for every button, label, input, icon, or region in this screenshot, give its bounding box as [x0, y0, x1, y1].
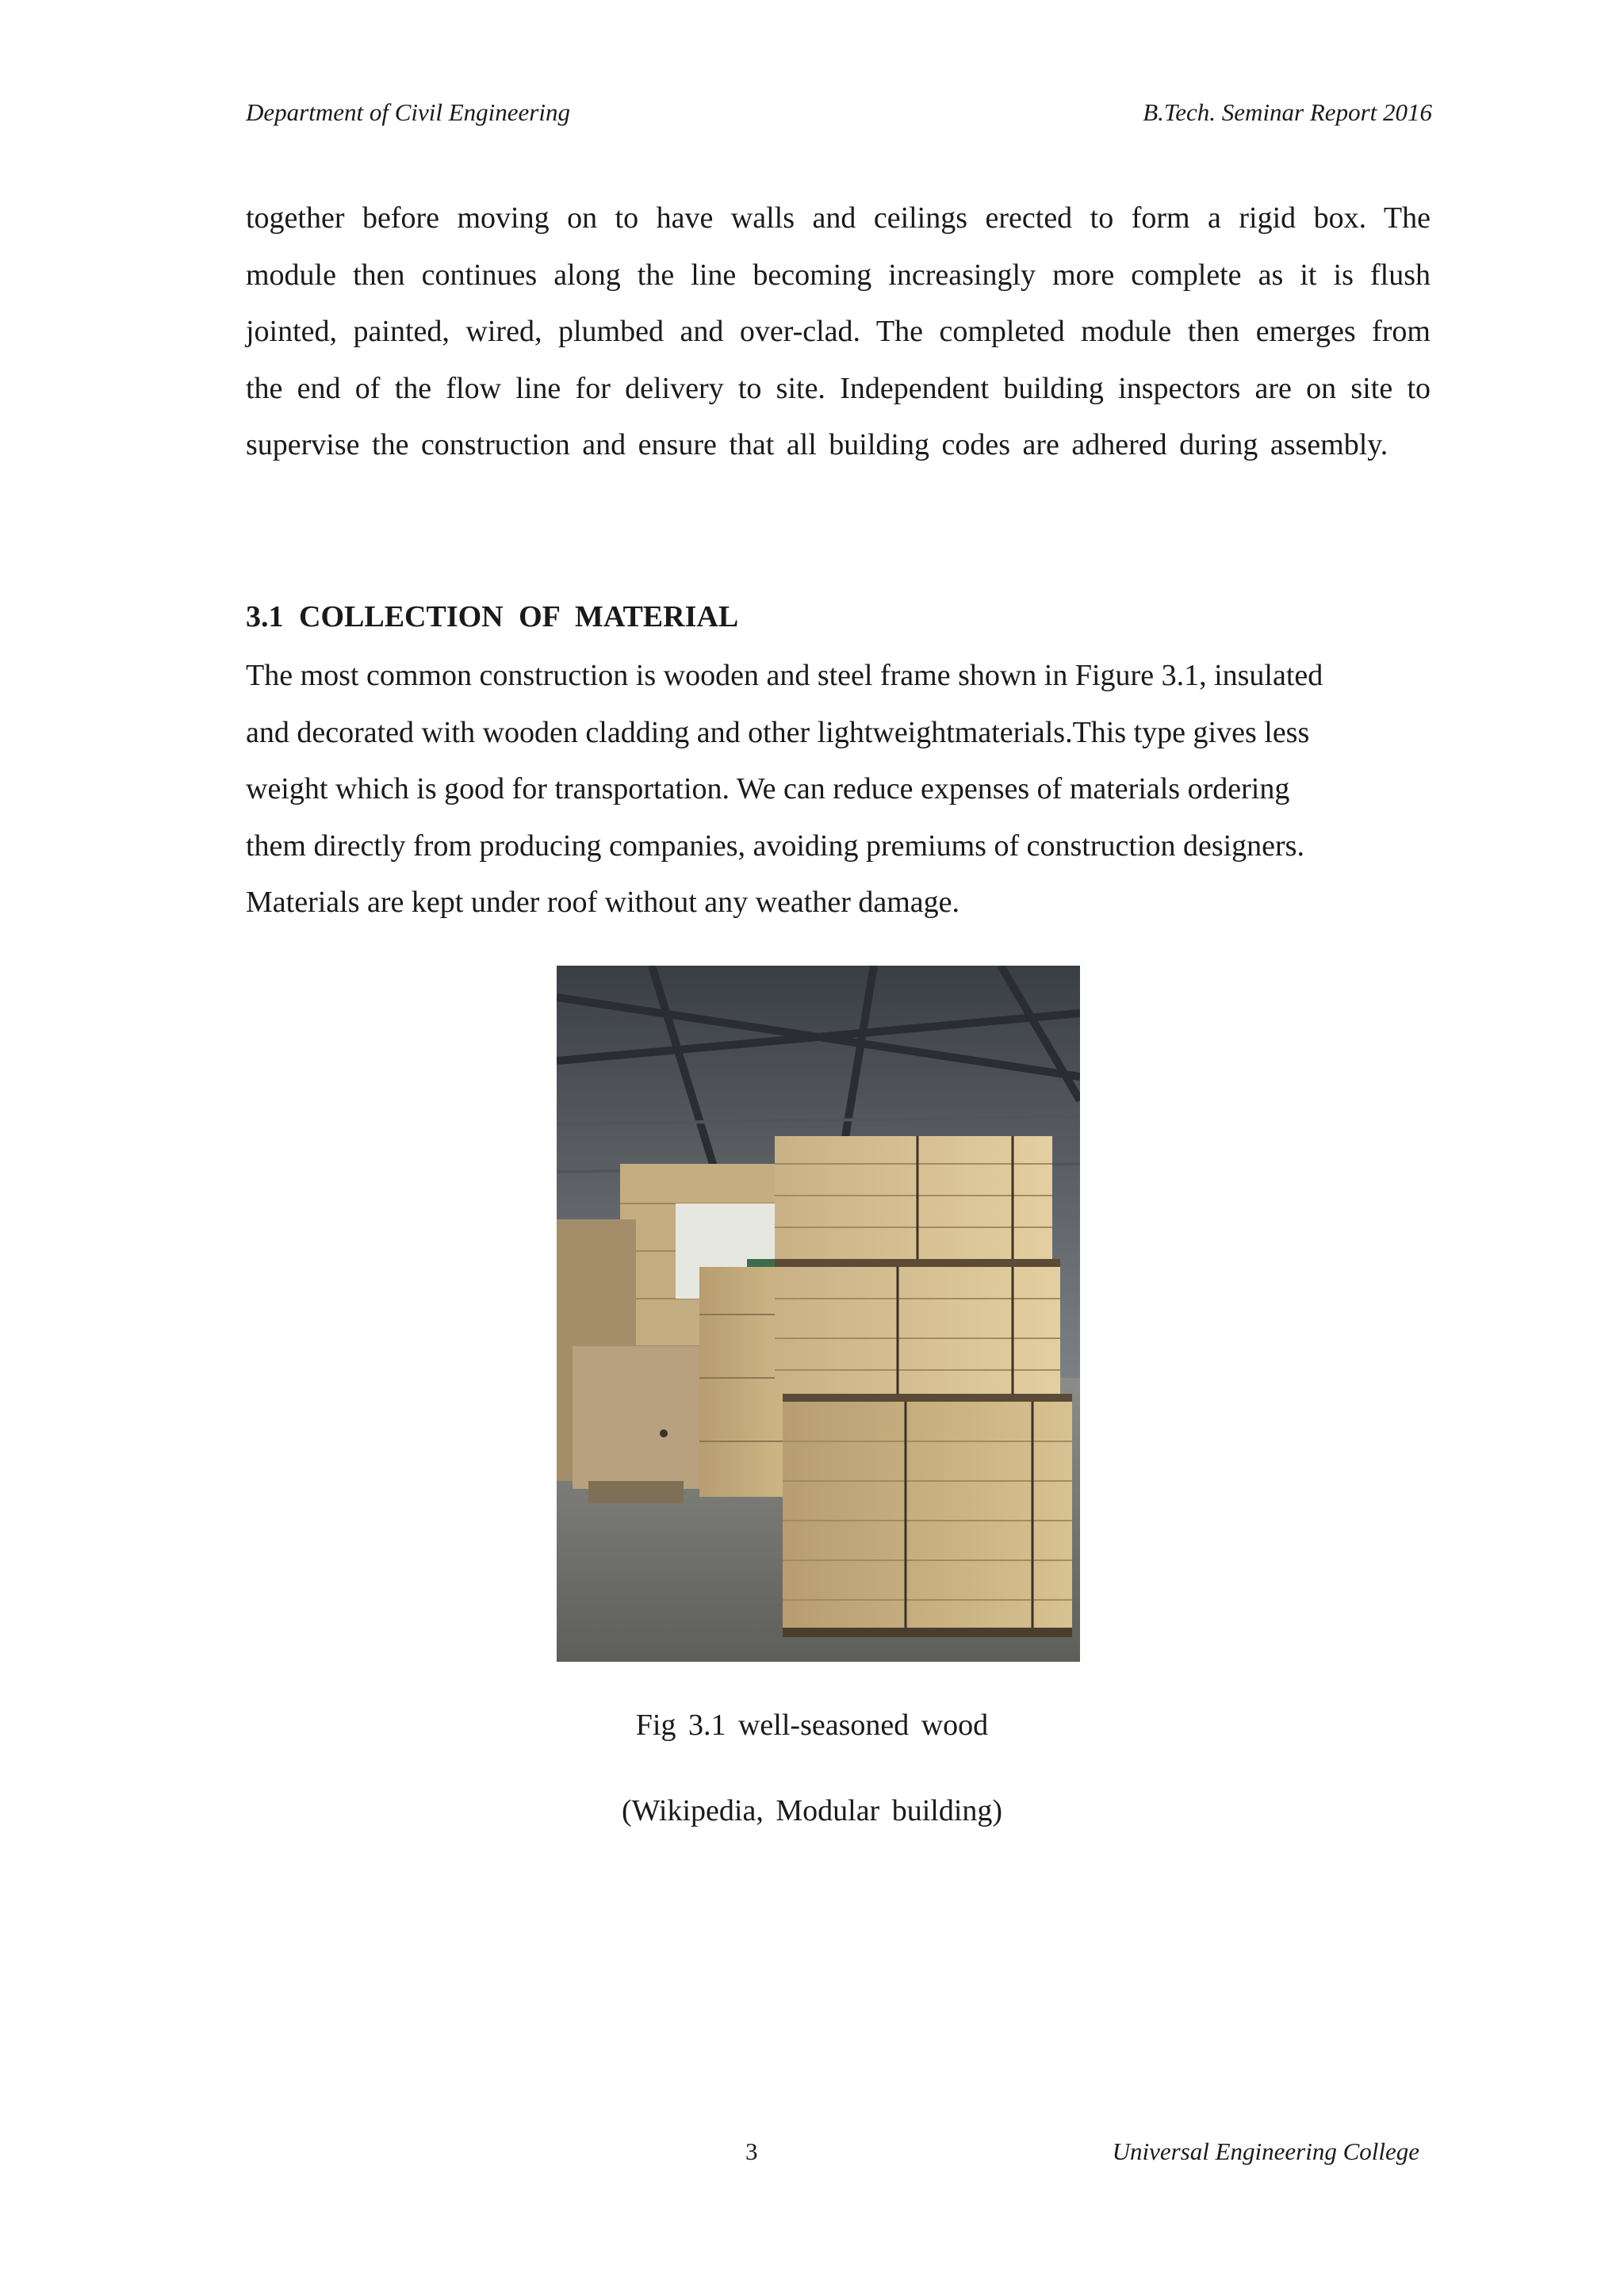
section-heading: 3.1 COLLECTION OF MATERIAL — [246, 600, 739, 633]
running-header — [246, 97, 1432, 128]
section-line: The most common construction is wooden and steel frame shown in Figure 3.1, insulated — [246, 659, 1323, 692]
section-line: Materials are kept under roof without any weather damage. — [246, 886, 960, 919]
header-department: Department of Civil Engineering — [246, 98, 570, 126]
page-number: 3 — [745, 2137, 758, 2165]
figure-photo-lumber-warehouse — [557, 966, 1080, 1662]
section-line: and decorated with wooden cladding and other lightweightmaterials.This type gives less — [246, 715, 1310, 749]
section-line: them directly from producing companies, avoiding premiums of construction designers. — [246, 828, 1304, 863]
figure-source: (Wikipedia, Modular building) — [621, 1794, 1003, 1827]
figure-caption: Fig 3.1 well-seasoned wood — [635, 1709, 989, 1742]
footer-institution: Universal Engineering College — [1112, 2137, 1419, 2165]
running-footer — [0, 2136, 1624, 2168]
section-paragraph — [246, 648, 1427, 932]
section-line: weight which is good for transportation. We can reduce expenses of materials ordering — [246, 772, 1290, 806]
body-paragraph: together before moving on to have walls and ceilings erected to form a rigid box. The module then continues along the line becoming increasingly more complete as it is flush jointed, painted, wired, plumbed and over-clad. The completed module then emerges from the end of the flow line for delivery to site. Independent building inspectors are on site to supervise the construction and ensure that all building codes are adhered during assembly. — [246, 201, 1431, 461]
header-report-title: B.Tech. Seminar Report 2016 — [1143, 98, 1432, 126]
